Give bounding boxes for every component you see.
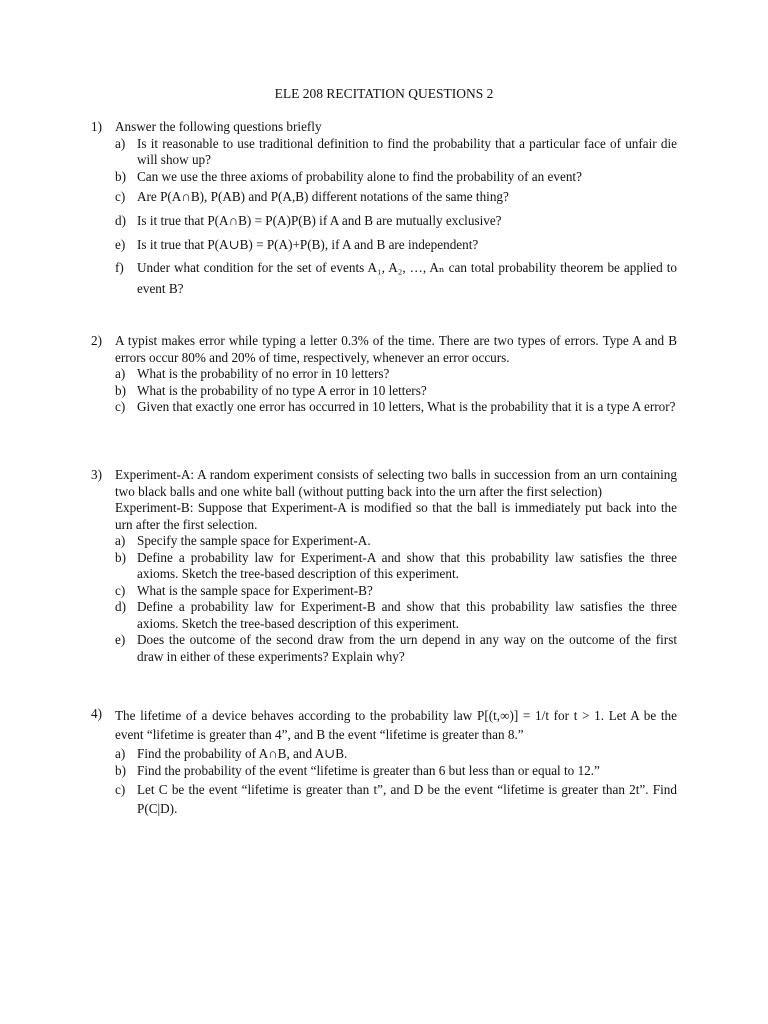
question-1 [91, 119, 677, 299]
subquestion-3c: c) What is the sample space for Experiment-B? [115, 582, 373, 598]
subquestion-list [115, 136, 677, 300]
subquestion-1d: d) Is it true that P(A∩B) = P(A)P(B) if A and B are mutually exclusive? [115, 213, 502, 228]
subquestion-1a: a) Is it reasonable to use traditional definition to find the probability that a particular face of unfair die will show up? [115, 135, 677, 167]
question-intro-b: Experiment-B: Suppose that Experiment-A is modified so that the ball is immediately put back into the urn after the first selection. [115, 500, 677, 532]
question-intro: A typist makes error while typing a letter 0.3% of the time. There are two types of errors. Type A and B errors occur 80% and 20% of time, respectively, whenever an error occurs. [115, 333, 677, 365]
subquestion-list [115, 744, 677, 818]
subquestion-4c: c) Let C be the event “lifetime is greater than t”, and D be the event “lifetime is greater than 2t”. Find P(C|D). [115, 781, 677, 816]
subquestion-4a: a) Find the probability of A∩B, and A∪B. [115, 746, 348, 761]
question-4 [91, 706, 677, 818]
subquestion-2c: c) Given that exactly one error has occurred in 10 letters, What is the probability that it is a type A error? [115, 399, 676, 414]
subquestion-3d: d) Define a probability law for Experiment-B and show that this probability law satisfies the three axioms. Sketch the tree-based description of this experiment. [115, 599, 677, 631]
subquestion-3a: a) Specify the sample space for Experiment-A. [115, 533, 371, 548]
question-intro: The lifetime of a device behaves according to the probability law P[(t,∞)] = 1/t for t > 1. Let A be the event “lifetime is greater than 4”, and B the event “lifetime is greater than 8.” [115, 708, 677, 742]
subquestion-2a: a) What is the probability of no error in 10 letters? [115, 366, 390, 381]
question-2 [91, 333, 677, 416]
question-number: 2) [91, 333, 102, 348]
subquestion-3e: e) Does the outcome of the second draw from the urn depend in any way on the outcome of the first draw in either of these experiments? Explain why? [115, 632, 677, 664]
subquestion-1c: c) Are P(A∩B), P(AB) and P(A,B) different notations of the same thing? [115, 189, 509, 204]
question-number: 4) [91, 706, 102, 721]
page-title: ELE 208 RECITATION QUESTIONS 2 [274, 86, 494, 101]
question-3 [91, 467, 677, 665]
subquestion-list [115, 533, 677, 665]
subquestion-3b: b) Define a probability law for Experiment-A and show that this probability law satisfies the three axioms. Sketch the tree-based description of this experiment. [115, 549, 677, 581]
question-intro: Answer the following questions briefly [115, 119, 322, 134]
subquestion-1f: f) Under what condition for the set of events A₁, A₂, …, Aₙ can total probability theorem be applied to event B? [115, 260, 677, 296]
question-number: 1) [91, 119, 102, 134]
question-intro: Experiment-A: A random experiment consists of selecting two balls in succession from an urn containing two black balls and one white ball (without putting back into the urn after the first selection) [115, 467, 677, 499]
subquestion-list [115, 366, 677, 416]
subquestion-1e: e) Is it true that P(A∪B) = P(A)+P(B), if A and B are independent? [115, 237, 479, 252]
question-number: 3) [91, 467, 102, 482]
subquestion-2b: b) What is the probability of no type A error in 10 letters? [115, 382, 427, 398]
subquestion-1b: b) Can we use the three axioms of probability alone to find the probability of an event? [115, 168, 582, 184]
subquestion-4b: b) Find the probability of the event “lifetime is greater than 6 but less than or equal to 12.” [115, 763, 600, 778]
